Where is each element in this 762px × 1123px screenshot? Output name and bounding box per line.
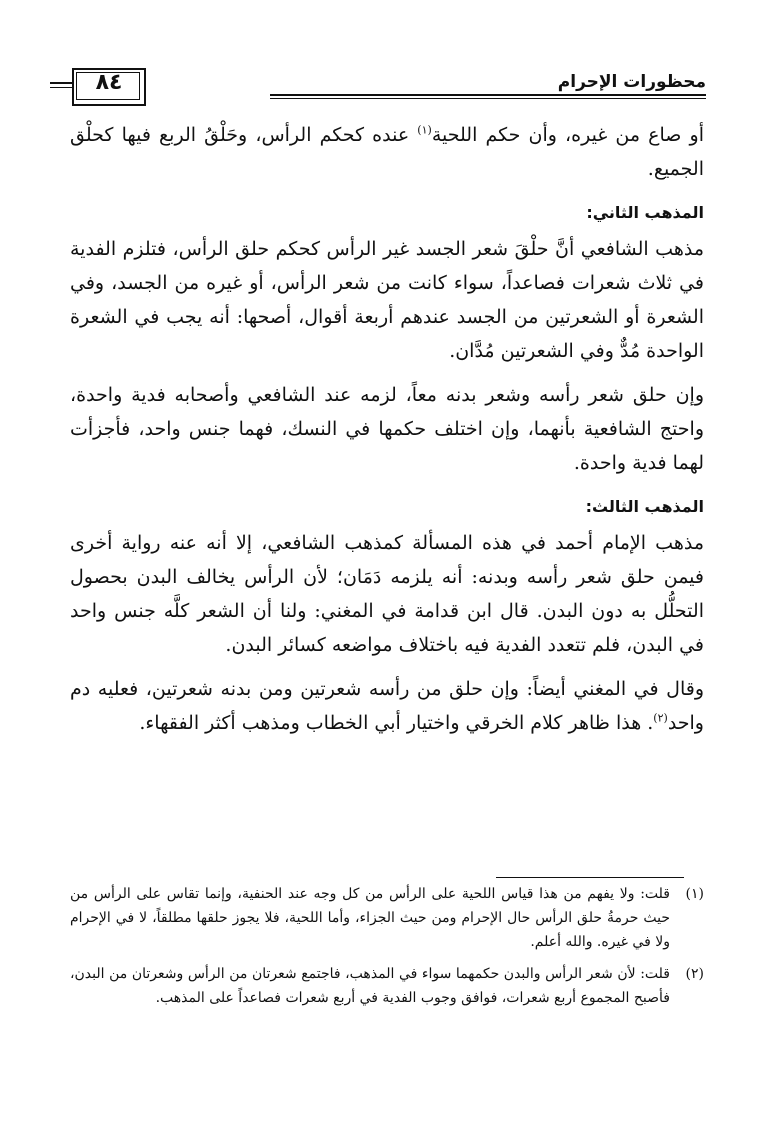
paragraph: مذهب الشافعي أنَّ حلْقَ شعر الجسد غير الرأس كحكم حلق الرأس، فتلزم الفدية في ثلاث شعرات فصاعداً، سواء كانت من شعر الرأس، أو غيره من الجسد، وفي الشعرة أو الشعرتين من الجسد عندهم أربعة أقوال، أصحها: أنه يجب في الشعرة الواحدة مُدٌّ وفي الشعرتين مُدَّان. <box>70 238 704 362</box>
footnote-separator <box>496 877 684 878</box>
header-rule <box>270 94 706 96</box>
section-heading: المذهب الثاني: <box>586 203 704 222</box>
page-number: ٨٤ <box>95 70 123 95</box>
paragraph-text: . هذا ظاهر كلام الخرقي واختيار أبي الخطاب ومذهب أكثر الفقهاء. <box>139 712 654 734</box>
footnote-text: قلت: لأن شعر الرأس والبدن حكمهما سواء في المذهب، فاجتمع شعرتان من الرأس وشعرتان من البدن، فأصبح المجموع أربع شعرات، فوافق وجوب الفدية في أربع شعرات فصاعداً على المذهب. <box>70 966 670 1006</box>
page-box-rule <box>50 87 74 88</box>
footnote-number: (١) <box>685 886 704 902</box>
footnote-ref[interactable]: (٢) <box>653 711 668 725</box>
footnotes <box>70 882 704 1018</box>
paragraph-text: أو صاع من غيره، وأن حكم اللحية <box>431 124 704 146</box>
page-box-rule <box>50 82 74 84</box>
section-heading: المذهب الثالث: <box>585 497 704 516</box>
paragraph-text: وقال في المغني أيضاً: وإن حلق من رأسه شعرتين ومن بدنه شعرتين، فعليه دم واحد <box>70 678 704 734</box>
footnote-number: (٢) <box>685 966 704 982</box>
paragraph <box>70 672 704 740</box>
footnote <box>70 962 704 1010</box>
footnote <box>70 882 704 954</box>
footnote-text: قلت: ولا يفهم من هذا قياس اللحية على الرأس من كل وجه عند الحنفية، وإنما تقاس على الرأس من حيث حرمةُ حلق الرأس حال الإحرام ومن حيث الجزاء، وأما اللحية، فلا يجوز حلقها مطلقاً، لا في الإحرام ولا في غيره. والله أعلم. <box>70 886 670 950</box>
page-number-box <box>62 68 152 104</box>
paragraph: وإن حلق شعر رأسه وشعر بدنه معاً، لزمه عند الشافعي وأصحابه فدية واحدة، واحتج الشافعية بأنهما، وإن اختلف حكمها في النسك، فهما جنس واحد، فأجزأت لهما فدية واحدة. <box>70 384 704 474</box>
footnote-ref[interactable]: (١) <box>417 123 432 137</box>
main-text <box>70 118 704 750</box>
running-title: محظورات الإحرام <box>557 72 706 92</box>
paragraph <box>70 118 704 186</box>
paragraph-text: عنده كحكم الرأس، وحَلْقُ الربع فيها كحلْق الجميع. <box>70 124 704 180</box>
page-header <box>62 68 706 112</box>
header-rule-thin <box>270 98 706 99</box>
paragraph: مذهب الإمام أحمد في هذه المسألة كمذهب الشافعي، إلا أنه عنه رواية أخرى فيمن حلق شعر رأسه وبدنه: أنه يلزمه دَمَان؛ لأن الرأس يخالف البدن بحصول التحلُّل به دون البدن. قال ابن قدامة في المغني: ولنا أن الشعر كلَّه جنس واحد في البدن، فلم تتعدد الفدية فيه باختلاف مواضعه كسائر البدن. <box>70 532 704 656</box>
